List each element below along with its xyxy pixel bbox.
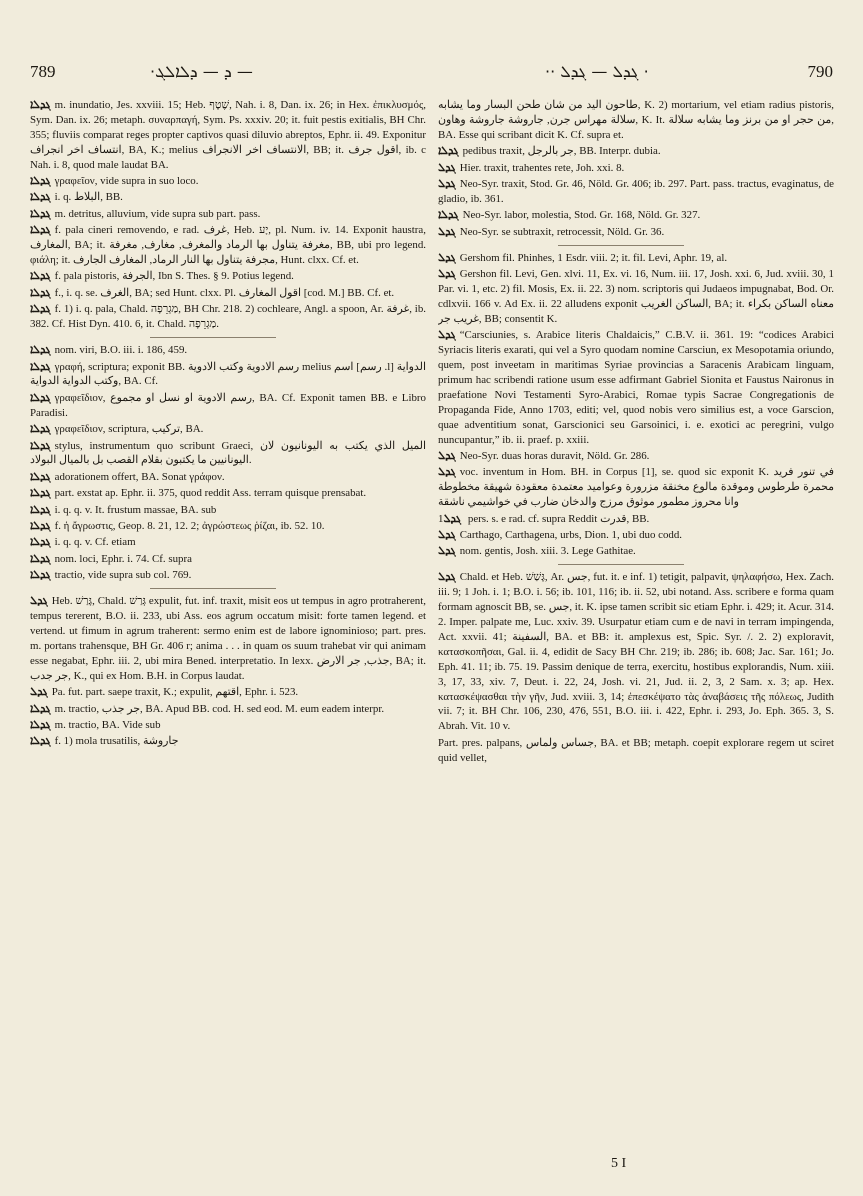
entry-text: طاحون اليد من شان طحن البسار وما يشابه, K. 2) mortarium, vel etiam radius pistoris, سلالة مهراس جرن, جاروشة جاروشة وهاون, K. It. من حجر او من برنز وما يشابه سلالة, BA. Esse qui scribant dicit K. Cf. supra et. <box>438 99 834 141</box>
dictionary-entry <box>30 223 426 268</box>
dictionary-entry <box>30 439 426 469</box>
dictionary-entry <box>30 470 426 485</box>
dictionary-entry <box>30 702 426 717</box>
entry-text: γραφεῖδιον, scriptura, تركيب, BA. <box>54 423 204 436</box>
entry-headword: ܓܕܠܐ <box>30 519 51 533</box>
entry-text: Neo-Syr. duas horas duravit, Nöld. Gr. 286. <box>459 449 650 462</box>
dictionary-entry <box>30 568 426 583</box>
entry-text: Neo-Syr. labor, molestia, Stod. Gr. 168, Nöld. Gr. 327. <box>462 209 701 222</box>
dictionary-entry <box>438 449 834 464</box>
entry-text: stylus, instrumentum quo scribunt Graeci, الميل الذي يكتب به اليونانيون لان اليونانيين ما يكتبون بقلام القصب بل بالميال البولاد. <box>30 439 426 467</box>
entry-headword: ܓܕܠܐ <box>438 208 459 222</box>
dictionary-entry <box>30 360 426 390</box>
dictionary-entry <box>30 98 426 173</box>
dictionary-entry <box>30 343 426 358</box>
entry-text: f. pala cineri removendo, e rad. غرف, Heb. יָע, pl. Num. iv. 14. Exponit haustra, المغارف, BA; it. مغرفة يتناول بها الرماد والمغرف, مغارف, مغرفة, BB, ubi pro legend. φιάλη; it. مجرفة يتناول بها النار الرماد, المغارف الجارف, Hunt. clxx. Cf. et. <box>30 224 426 267</box>
dictionary-entry <box>30 519 426 534</box>
section-rule <box>150 337 276 338</box>
entry-text: Carthago, Carthagena, urbs, Dion. 1, ubi duo codd. <box>459 528 683 541</box>
dictionary-entry <box>30 207 426 222</box>
entry-text: Gershom fil. Phinhes, 1 Esdr. viii. 2; it. fil. Levi, Aphr. 19, al. <box>459 251 728 264</box>
entry-headword: ܓܕܠܐ <box>30 502 51 516</box>
entry-headword: ܓܕܠܐ <box>30 285 51 299</box>
entry-headword: ܓܕܠ <box>438 328 456 342</box>
dictionary-entry <box>30 552 426 567</box>
entry-headword: ܓܕܠ <box>438 544 456 558</box>
dictionary-entry <box>438 528 834 543</box>
dictionary-entry <box>438 208 834 223</box>
dictionary-entry <box>30 302 426 332</box>
entry-headword: ܓܕܠ <box>443 511 462 525</box>
entry-text: Heb. גָּרַשׁ, Chald. גְּרַשׁ expulit, fut. inf. traxit, misit eos ut tempus in agro protraherent, tempus tererent, B.O. ii. 233, ubi Ass. eos agrum occatum misit: forte tamen legend. et vertend. ut fimum in agrum traherent: sermo enim est de labore ignominioso; part. pres. m. portans trahensque, BH Gr. 406 r; anima . . . in quam os suum trahebat vir qui animam esse negabat, Ephr. iii. 2, ubi mira Bened. interpretatio. In lexx. جذب, جر الارض, BA; it. جر جدب, K., qui ex Hom. B.H. in Corpus laudat. <box>30 595 426 682</box>
dictionary-entry <box>438 251 834 266</box>
entry-headword: ܓܕܠ <box>438 250 456 264</box>
dictionary-entry <box>438 512 834 527</box>
dictionary-entry <box>30 535 426 550</box>
dictionary-entry <box>438 328 834 447</box>
dictionary-entry <box>30 718 426 733</box>
entry-text: adorationem offert, BA. Sonat γράφον. <box>54 470 225 483</box>
entry-headword: ܓܕܠܐ <box>30 701 51 715</box>
dictionary-entry <box>30 486 426 501</box>
dictionary-entry <box>30 269 426 284</box>
entry-text: Neo-Syr. traxit, Stod. Gr. 46, Nöld. Gr. 406; ib. 297. Part. pass. tractus, evaginatus, de gladio, ib. 361. <box>438 178 834 205</box>
entry-text: m. detritus, alluvium, vide supra sub part. pass. <box>54 207 261 220</box>
entry-text: i. q. q. v. It. frustum massae, BA. sub <box>54 503 217 516</box>
entry-headword: ܓܕܠܐ <box>30 302 51 316</box>
entry-headword: ܓܕܠ <box>30 685 48 699</box>
entry-text: tractio, vide supra sub col. 769. <box>54 569 192 582</box>
entry-headword: ܓܕܠܐ <box>30 190 51 204</box>
dictionary-entry <box>30 174 426 189</box>
left-column <box>30 98 426 1168</box>
dictionary-entry <box>30 391 426 421</box>
dictionary-entry <box>438 161 834 176</box>
entry-text: part. exstat ap. Ephr. ii. 375, quod reddit Ass. terram quisque prensabat. <box>54 487 367 500</box>
entry-text: nom. viri, B.O. iii. i. 186, 459. <box>54 344 188 357</box>
dictionary-entry <box>30 190 426 205</box>
dictionary-entry <box>438 736 834 766</box>
entry-text: γραφή, scriptura; exponit BB. رسم الادوية وكتب الادوية melius اسم [رسم .l] الدواية وكتب الدواية الدواية, BA. Cf. <box>30 360 426 388</box>
entry-text: “Carsciunies, s. Arabice literis Chaldaicis,” C.B.V. ii. 361. 19: “codices Arabici Syriacis literis exarati, qui vel a Syro quodam nomine Carsciun, ex Mesopotamia oriundo, quem, post inveetam in maritimas Syriae provincias a Saracenis Arabicam linguam, primum hac scribendi ratione usum esse adfirmant Gabriel Sionita et Faustus Naironus in praefatione Novi Testamenti Syro-Arabici, Romae typis Sacrae Congregationis de Propaganda Fide, Anno 1703, editi; vel, quod nobis vero similius est, a voce Garscion, quae adventitium sonat, Garscionici seu Garsoinici, i. e. exotici ac peregrini, vulgo nuncupantur,” ib. ii. praef. p. xxiii. <box>438 329 834 446</box>
entry-headword: ܓܕܠܐ <box>30 206 51 220</box>
section-rule <box>150 588 276 589</box>
dictionary-entry <box>30 286 426 301</box>
entry-headword: ܓܕܠܐ <box>30 359 51 373</box>
entry-text: Part. pres. palpans, جساس ولماس, BA. et BB; metaph. coepit explorare regem ut sciret quid vellet, <box>438 736 834 764</box>
page-header <box>0 58 863 88</box>
dictionary-entry <box>438 465 834 510</box>
entry-headword: ܓܕܠܐ <box>30 343 51 357</box>
entry-headword: ܓܕܠܐ <box>30 174 51 188</box>
right-column <box>438 98 834 1168</box>
entry-headword: ܓܕܠܐ <box>30 469 51 483</box>
dictionary-entry <box>30 685 426 700</box>
entry-text: Gershon fil. Levi, Gen. xlvi. 11, Ex. vi. 16, Num. iii. 17, Josh. xxi. 6, Jud. xviii. 30, 1 Par. vi. 1, etc. 2) fil. Mosis, Ex. ii. 22. 3) nom. scriptoris qui Judaeos impugnabat, Bod. Or. cdlxvii. 166 v. Ad Ex. ii. 22 alludens exponit الساكن الغريب, BA; it. معناه الساكن بكراء غريب جر, BB; consentit K. <box>438 268 834 325</box>
entry-headword: ܓܕܠ <box>438 465 456 479</box>
entry-text: f. 1) mola trusatilis, جاروشة <box>54 735 179 748</box>
entry-headword: ܓܕܠܐ <box>30 422 51 436</box>
entry-headword: ܓܕܠܐ <box>30 269 51 283</box>
entry-headword: ܓܕܠܐ <box>30 98 51 111</box>
entry-text: f. ἡ ἄγρωστις, Geop. 8. 21, 12. 2; ἀγρώστεως ῥίζαι, ib. 52. 10. <box>54 520 325 533</box>
entry-text: 1 pers. s. e rad. cf. supra Reddit قدرت, BB. <box>438 512 650 525</box>
entry-headword: ܓܕܠ <box>438 570 456 584</box>
entry-text: nom. gentis, Josh. xiii. 3. Lege Gathitae. <box>459 545 636 558</box>
entry-headword: ܓܕܠܐ <box>30 223 51 237</box>
right-running-head: ·· ܓܕܠ — ܓܕܠ · <box>545 62 649 81</box>
entry-text: f. 1) i. q. pala, Chald. מַגְרֵפָה, BH Chr. 218. 2) cochleare, Angl. a spoon, Ar. غرفة, ib. 382. Cf. Hist Dyn. 410. 6, it. Chald. מַגְרֵפָה. <box>30 303 426 331</box>
dictionary-entry <box>30 734 426 749</box>
entry-text: i. q. البلاط, BB. <box>54 191 123 204</box>
entry-headword: ܓܕܠܐ <box>30 551 51 565</box>
entry-headword: ܓܕܠ <box>438 177 456 191</box>
entry-text: i. q. q. v. Cf. etiam <box>54 536 136 549</box>
entry-text: Hier. traxit, trahentes rete, Joh. xxi. 8. <box>459 161 625 174</box>
entry-headword: ܓܕܠܐ <box>30 568 51 582</box>
dictionary-entry <box>438 570 834 734</box>
entry-headword: ܓܕܠ <box>438 527 456 541</box>
entry-text: f. pala pistoris, الجرفة, Ibn S. Thes. § 9. Potius legend. <box>54 270 294 283</box>
entry-text: m. tractio, جر جذب, BA. Apud BB. cod. H. sed eod. M. eum eadem interpr. <box>54 702 385 715</box>
entry-headword: ܓܕܠܐ <box>30 438 51 452</box>
entry-headword: ܓܕܠܐ <box>30 717 51 731</box>
entry-text: γραφεῖον, vide supra in suo loco. <box>54 175 199 188</box>
entry-headword: ܓܕܠ <box>438 160 456 174</box>
entry-headword: ܓܕܠܐ <box>438 144 459 158</box>
entry-text: pedibus traxit, جر بالرجل, BB. Interpr. dubia. <box>462 145 661 158</box>
dictionary-entry <box>30 422 426 437</box>
entry-text: Neo-Syr. se subtraxit, retrocessit, Nöld. Gr. 36. <box>459 225 665 238</box>
entry-headword: ܓܕܠܐ <box>30 734 51 748</box>
section-rule <box>558 245 684 246</box>
entry-headword: ܓܕܠ <box>438 267 456 281</box>
signature-mark: 5 I <box>611 1156 627 1171</box>
left-running-head: ·ܕ — ܕܠܐܠܓ — <box>150 62 253 81</box>
section-rule <box>558 564 684 565</box>
entry-headword: ܓܕܠ <box>438 224 456 238</box>
dictionary-entry <box>438 98 834 143</box>
entry-text: Pa. fut. part. saepe traxit, K.; expulit, اقتهم, Ephr. i. 523. <box>51 686 299 699</box>
dictionary-entry <box>30 594 426 683</box>
entry-text: m. tractio, BA. Vide sub <box>54 718 161 731</box>
right-page-number: 790 <box>807 62 833 81</box>
dictionary-entry <box>438 144 834 159</box>
entry-text: m. inundatio, Jes. xxviii. 15; Heb. שֶׁטֶף, Nah. i. 8, Dan. ix. 26; in Hex. ἐπικλυσμός, Sym. Dan. ix. 26; metaph. συναρπαγή, Sym. Ps. xxxiv. 20; it. fuit pestis exitialis, BH Chr. 355; fluviis comparat reges propter captivos quasi diluvio abreptos, Ephr. ii. 49. Exponitur انتساف اخر انجراف, BA, K.; melius الانتساف اخر الانجراف, BB; it. اقول جرف, ib. c Nah. i. 8, quod male laudat BA. <box>30 99 426 171</box>
entry-text: f., i. q. se. الغرف, BA; sed Hunt. clxx. Pl. اقول المغارف [cod. M.] BB. Cf. et. <box>54 286 395 299</box>
entry-headword: ܓܕܠ <box>438 448 456 462</box>
entry-headword: ܓܕܠܐ <box>30 486 51 500</box>
dictionary-entry <box>438 544 834 559</box>
dictionary-entry <box>438 177 834 207</box>
entry-text: voc. inventum in Hom. BH. in Corpus [1], se. quod sic exponit K. في تنور فريد محمرة طرطوس وموقدة مالوع مخنقة مزرورة وعواميد معتمدة معقودة شهيقة مخطوطة وانا محروز مطمور موثوق مرزج والدخان ضارب في خواشيمي ناشقة <box>438 466 834 509</box>
dictionary-entry <box>438 225 834 240</box>
entry-text: Chald. et Heb. גָּשַׁשׁ, Ar. جس, fut. it. e inf. 1) tetigit, palpavit, ψηλαφήσω, Hex. Zach. iii. 9; 1 Joh. i. 1; B.O. i. 56; ib. 101, 116; ib. ii. 52, ubi notand. Ass. scribere e forma quam formam agnoscit BB, se. جس, it. K. ipse tamen scribit sic etiam Ephr. i. 429; it. Acur. 314. 2. Imper. palpate me, Luc. xxiv. 39. Usurpatur etiam cum e de navi in terram impingenda, Act. xxvii. 41; السفينة, BA. et BB: it. amplexus est, Spic. Syr. /. 2. 2) exploravit, κατασκοπῆσαι, Gal. ii. 4, edidit de Sacy BH Chr. 219; ib. 286; ib. 608; Jac. Sar. 161; Jo. Eph. 41. 11; ib. 75. 19. Passim denique de terra, exercitu, hostibus explorandis, Num. xiii. 3, 17, 33, xiv. 7, Deut. i. 22, 24, Josh. vi. 21, Jud. ii. 2, 3, 2 Sam. x. 3; ap. Hex. κατασκέψασθαι τὴν γῆν, Jud. xviii. 3, 14; ἐπεσκέψατο τὰς ἀναβάσεις τῆς πόλεως, Judith vii. 7; it. BH Chr. 106, 230, 476, 551, B.O. iii. i. 422, Ephr. i. 293, Jo. Eph. 365. 3, S. Abrah. Vit. 10 v. <box>438 571 834 733</box>
dictionary-entry <box>438 267 834 327</box>
dictionary-entry <box>30 503 426 518</box>
entry-text: nom. loci, Ephr. i. 74. Cf. supra <box>54 552 192 565</box>
left-page-number: 789 <box>30 62 56 81</box>
entry-headword: ܓܕܠ <box>30 594 48 608</box>
entry-headword: ܓܕܠܐ <box>30 390 51 404</box>
entry-headword: ܓܕܠܐ <box>30 535 51 549</box>
entry-text: γραφεῖδιον, رسم الادوية او نسل او مجموع, BA. Cf. Exponit tamen BB. e Libro Paradisi. <box>30 391 426 419</box>
